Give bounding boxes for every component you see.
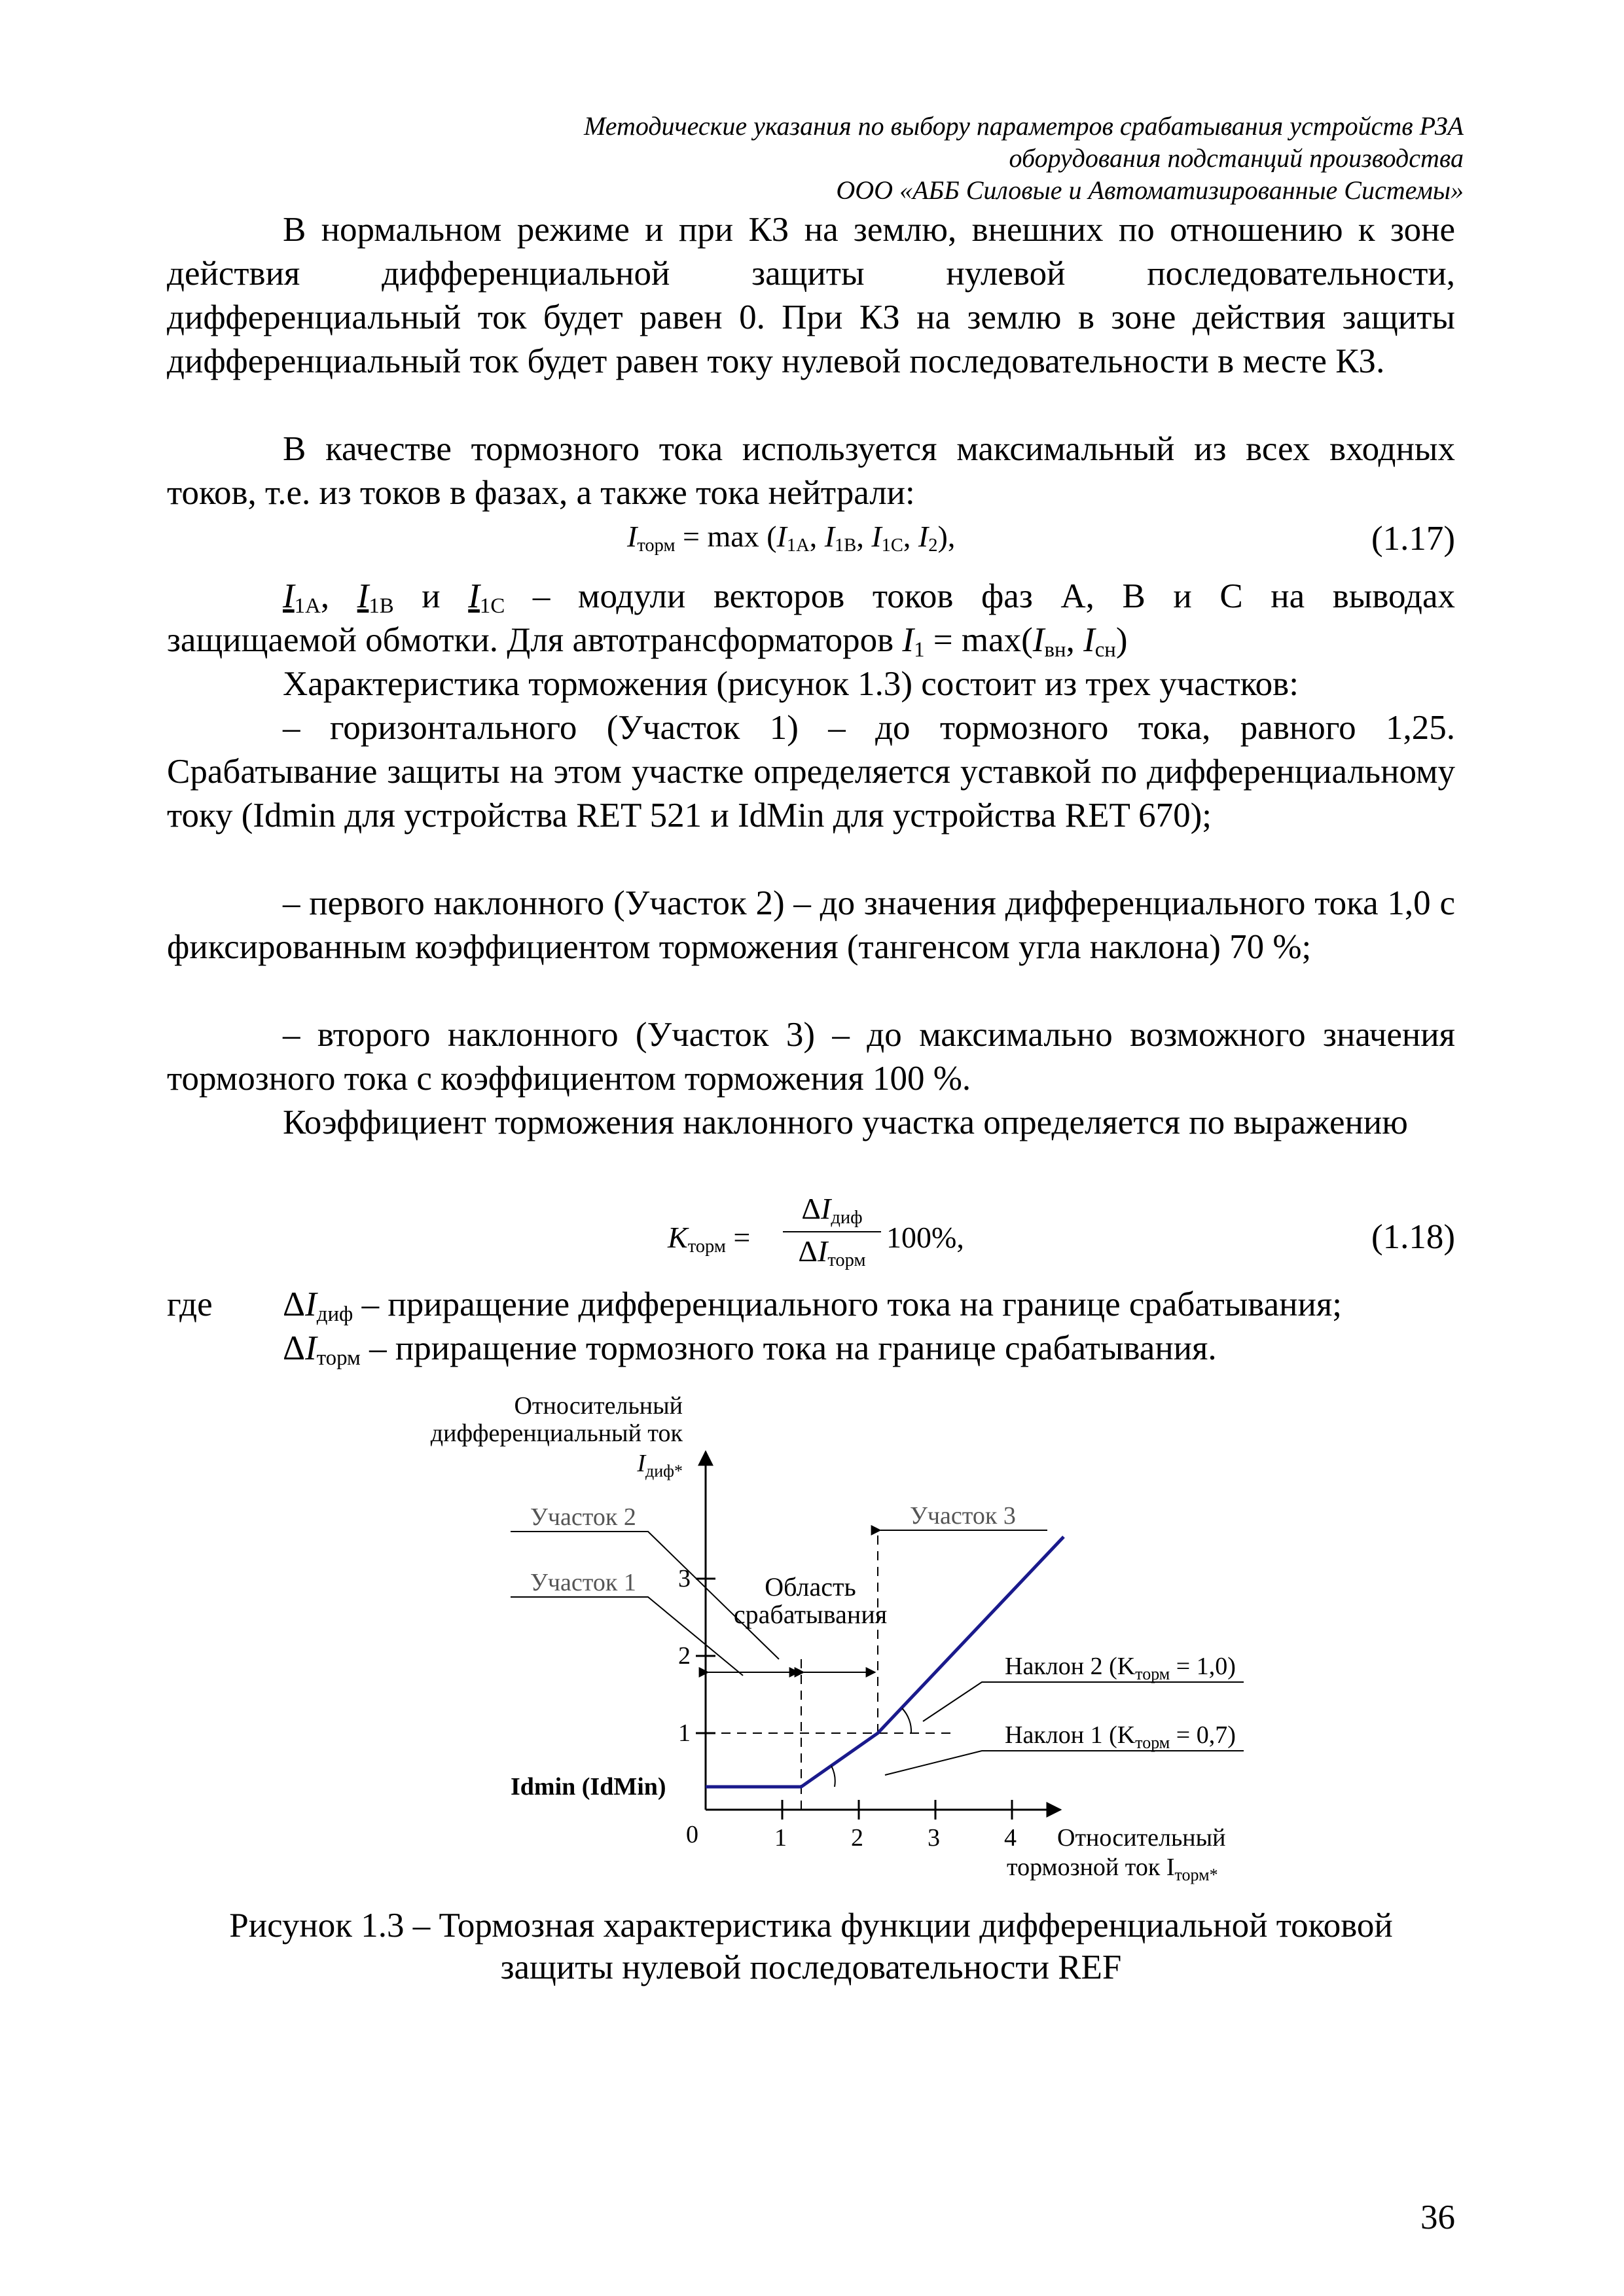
header-line-1: Методические указания по выбору параметров срабатывания устройств РЗА [583,111,1464,141]
eq117-lhs: I [627,520,638,553]
list-item-1: – горизонтального (Участок 1) – до тормозного тока, равного 1,25. Срабатывание защиты на этом участке определяется уставкой по дифференциальному току (Idmin для устройства RET 521 и IdMin для устройства RET 670); [167,709,1455,834]
operate-area-label-1: Область [765,1572,856,1602]
paragraph-2: В качестве тормозного тока используется максимальный из всех входных токов, т.е. из токов в фазах, а также тока нейтрали: [167,430,1455,512]
figure-caption [167,1905,1455,1988]
section1-label: Участок 1 [530,1569,636,1596]
braking-characteristic-figure [393,1388,1309,1898]
where-def-1-wrap: $\Delta I_{диф}$ – приращение дифференциального тока на границе срабатывания; [283,1285,1342,1327]
paragraph-1: В нормальном режиме и при КЗ на землю, внешних по отношению к зоне действия дифференциальной защиты нулевой последовательности, дифференциальный ток будет равен 0. При КЗ на землю в зоне действия защиты дифференциальный ток будет равен току нулевой последовательности в месте КЗ. [167,211,1455,380]
section2-label: Участок 2 [530,1503,636,1531]
equation-1-18: $K_{торм}$ = $\Delta I_{диф}$ $\Delta I_{торм}$ 100%, [668,1192,964,1271]
slope1-angle-arc [831,1766,835,1787]
list-item-3: – второго наклонного (Участок 3) – до максимально возможного значения тормозного тока с коэффициентом торможения 100 %. [167,1016,1455,1098]
equation-number-1-18: (1.18) [1371,1218,1455,1256]
y-tick-label-3: 3 [678,1565,691,1592]
x-tick-label-4: 4 [1004,1824,1017,1852]
y-tick-label-1: 1 [678,1719,691,1747]
eq117-rhs: = max [683,520,759,553]
slope2-angle-arc [902,1708,911,1733]
equation-number-1-17: (1.17) [1371,520,1455,558]
x-axis-label-line-1: Относительный [1057,1824,1226,1852]
y-axis-label-line-1: Относительный [514,1392,683,1420]
paragraph-5: Коэффициент торможения наклонного участка определяется по выражению [283,1103,1408,1141]
slope1-label: Наклон 1 $(K_{торм} = 0,7)$ [1005,1721,1236,1752]
x-tick-label-1: 1 [774,1824,787,1852]
origin-label: 0 [686,1821,698,1848]
where-def-1: – приращение дифференциального тока на границе срабатывания; [353,1285,1342,1323]
where-def-2: – приращение тормозного тока на границе срабатывания. [360,1329,1217,1367]
x-axis-label-line-2: тормозной ток $I_{торм*}$ [1007,1854,1218,1884]
currents-list: $I_{1A}$, $I_{1B}$ и $I_{1C}$ [283,577,505,619]
paragraph-4: Характеристика торможения (рисунок 1.3) состоит из трех участков: [283,665,1299,703]
list-item-2: – первого наклонного (Участок 2) – до значения дифференциального тока 1,0 с фиксированным коэффициентом торможения (тангенсом угла наклона) 70 %; [167,884,1455,966]
header-line-2: оборудования подстанций производства [1009,143,1464,173]
eq117-args: ($I_{1A}$, $I_{1B}$, $I_{1C}$, $I_2$), [767,520,956,556]
header-line-3: ООО «АББ Силовые и Автоматизированные Системы» [836,175,1464,205]
where-word: где [167,1285,213,1323]
y-axis-symbol: $I_{диф*}$ [637,1450,683,1480]
y-tick-label-2: 2 [678,1642,691,1670]
section3-label: Участок 3 [910,1502,1016,1530]
page-number: 36 [1420,2198,1455,2236]
where-def-2-wrap: $\Delta I_{торм}$ – приращение тормозного тока на границе срабатывания. [283,1329,1217,1371]
y-axis-label-line-2: дифференциальный ток [430,1420,683,1447]
caption-line-1: Рисунок 1.3 – Тормозная характеристика функции дифференциальной токовой [229,1907,1393,1945]
operate-area-label-2: срабатывания [733,1600,888,1629]
autotransformer-formula: $I_1 = \max(I_{вн}$, $I_{сн}$) [902,621,1128,662]
x-tick-label-3: 3 [928,1824,940,1852]
x-tick-label-2: 2 [851,1824,863,1852]
paragraph-3-line-2-text: защищаемой обмотки. Для автотрансформаторов [167,621,903,659]
paragraph-3-text: – модули векторов токов фаз А, В и С на выводах [505,577,1456,615]
where-line-1 [167,1283,1455,1327]
eq118-fraction: $\Delta I_{диф}$ $\Delta I_{торм}$ [783,1191,881,1271]
caption-line-2: защиты нулевой последовательности REF [500,1948,1122,1986]
eq117-lhs-sub: торм [637,535,676,556]
eq118-tail: 100%, [886,1221,964,1254]
equation-1-17 [627,519,955,556]
running-header [584,110,1464,206]
slope2-label: Наклон 2 $(K_{торм} = 1,0)$ [1005,1653,1236,1683]
idmin-label: Idmin (IdMin) [511,1773,666,1801]
